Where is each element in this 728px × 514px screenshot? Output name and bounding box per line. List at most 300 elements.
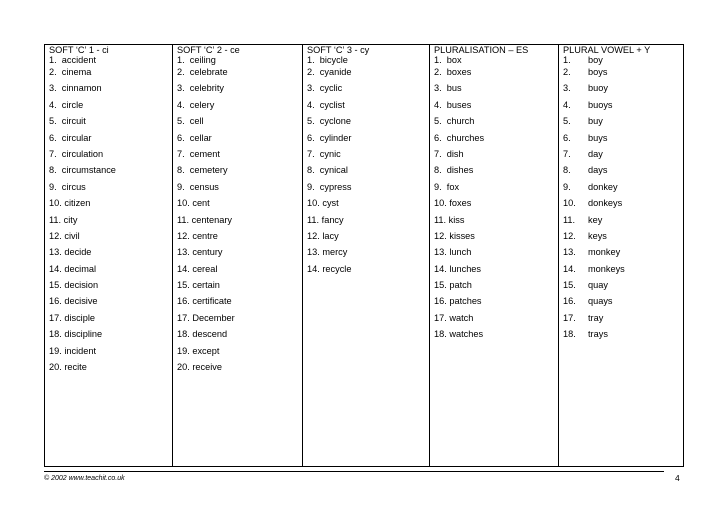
item-number: 10. [177, 198, 190, 209]
word: cinnamon [61, 83, 102, 94]
word: cinema [61, 67, 92, 77]
item-number: 2. [49, 67, 57, 77]
empty-cell [45, 378, 173, 467]
word: watches [449, 329, 484, 340]
word: quay [588, 280, 608, 291]
word: cellar [189, 132, 212, 143]
item-number: 18. [177, 329, 190, 340]
word: accident [61, 55, 97, 65]
word: cypress [319, 181, 352, 192]
word: receive [192, 362, 222, 373]
table-row [45, 149, 684, 165]
word: kisses [449, 230, 475, 241]
word-cell [559, 83, 684, 99]
word-cell [173, 296, 303, 312]
item-number: 12. [49, 230, 62, 241]
word: days [588, 165, 608, 176]
word-cell [45, 296, 173, 312]
word-cell [559, 215, 684, 231]
table-row [45, 133, 684, 149]
table-row [45, 55, 684, 67]
item-number: 9. [307, 181, 315, 192]
item-number: 10. [434, 198, 447, 209]
word-cell [430, 296, 559, 312]
item-number: 8. [49, 165, 57, 176]
table-row [45, 67, 684, 83]
empty-cell [430, 378, 559, 467]
word: decisive [64, 296, 98, 307]
table-row [45, 215, 684, 231]
word-cell [45, 198, 173, 214]
table-row [45, 264, 684, 280]
word-cell [430, 100, 559, 116]
word-cell [303, 198, 430, 214]
item-number: 7. [563, 148, 571, 159]
table-row [45, 247, 684, 263]
item-number: 1. [563, 55, 571, 65]
word: cyclist [319, 99, 345, 110]
item-number: 17. [434, 312, 447, 323]
item-number: 13. [307, 247, 320, 258]
word-cell [303, 247, 430, 263]
item-number: 12. [434, 230, 447, 241]
table-row [45, 296, 684, 312]
item-number: 8. [563, 165, 571, 176]
table-row [45, 116, 684, 132]
word-cell [303, 133, 430, 149]
table-row [45, 182, 684, 198]
word: lunches [449, 263, 482, 274]
item-number: 5. [434, 116, 442, 127]
column-header-soft-c-ci: SOFT ‘C’ 1 - ci [45, 45, 173, 56]
item-number: 1. [177, 55, 185, 65]
word-cell [430, 133, 559, 149]
word-cell [303, 329, 430, 345]
word: boy [588, 55, 603, 65]
word-cell [303, 346, 430, 362]
word-cell [45, 215, 173, 231]
item-number: 20. [49, 362, 62, 373]
item-number: 16. [434, 296, 447, 307]
word-cell [173, 329, 303, 345]
word-cell [430, 198, 559, 214]
word-cell [559, 280, 684, 296]
word: civil [64, 230, 80, 241]
table-row [45, 329, 684, 345]
word-cell [173, 67, 303, 83]
word-cell [559, 100, 684, 116]
item-number: 18. [434, 329, 447, 340]
item-number: 2. [563, 67, 571, 77]
word: dish [446, 148, 464, 159]
table-row [45, 280, 684, 296]
word: citizen [64, 198, 91, 209]
item-number: 9. [49, 181, 57, 192]
word: bus [446, 83, 462, 94]
word: boys [588, 67, 608, 77]
word: cement [189, 148, 220, 159]
word-cell [45, 83, 173, 99]
item-number: 7. [177, 148, 185, 159]
column-header-pluralisation-es: PLURALISATION – ES [430, 45, 559, 56]
word-cell [303, 55, 430, 67]
word-cell [173, 280, 303, 296]
item-number: 18. [563, 329, 576, 340]
item-number: 12. [563, 230, 576, 241]
item-number: 11. [563, 214, 576, 225]
word-cell [173, 83, 303, 99]
word-cell [173, 231, 303, 247]
empty-cell [303, 378, 430, 467]
word-cell [430, 182, 559, 198]
word-cell [559, 55, 684, 67]
word-cell [303, 100, 430, 116]
word: incident [64, 345, 97, 356]
word: centenary [191, 214, 233, 225]
word: tray [588, 312, 604, 323]
word: mercy [322, 247, 348, 258]
word-cell [430, 362, 559, 378]
word-cell [559, 231, 684, 247]
word-cell [173, 362, 303, 378]
word: quays [588, 296, 613, 307]
word-cell [430, 215, 559, 231]
item-number: 13. [49, 247, 62, 258]
word-cell [303, 149, 430, 165]
word-cell [173, 346, 303, 362]
item-number: 12. [307, 230, 320, 241]
word: fancy [321, 214, 344, 225]
word-cell [430, 247, 559, 263]
word-cell [303, 116, 430, 132]
word-cell [430, 231, 559, 247]
word-cell [430, 67, 559, 83]
item-number: 3. [177, 83, 185, 94]
word-cell [45, 329, 173, 345]
table-row [45, 198, 684, 214]
column-header-plural-vowel-y: PLURAL VOWEL + Y [559, 45, 684, 56]
word-cell [303, 296, 430, 312]
word: cynic [319, 148, 341, 159]
word-cell [45, 264, 173, 280]
word-cell [303, 182, 430, 198]
word-cell [430, 313, 559, 329]
word: donkey [588, 181, 618, 192]
item-number: 3. [563, 83, 571, 94]
word-cell [559, 264, 684, 280]
item-number: 8. [434, 165, 442, 176]
item-number: 5. [49, 116, 57, 127]
item-number: 8. [177, 165, 185, 176]
word-cell [559, 165, 684, 181]
empty-filler-row [45, 378, 684, 467]
item-number: 13. [177, 247, 190, 258]
item-number: 15. [49, 280, 62, 291]
item-number: 6. [434, 132, 442, 143]
word: buses [446, 99, 472, 110]
item-number: 17. [563, 312, 576, 323]
item-number: 4. [177, 99, 185, 110]
item-number: 19. [177, 345, 190, 356]
item-number: 14. [49, 263, 62, 274]
word-cell [45, 313, 173, 329]
item-number: 5. [177, 116, 185, 127]
item-number: 4. [563, 99, 571, 110]
word: except [192, 345, 220, 356]
word: buy [588, 116, 603, 127]
item-number: 1. [49, 55, 57, 65]
word-cell [173, 116, 303, 132]
word-cell [45, 231, 173, 247]
word: circumstance [61, 165, 116, 176]
word: circle [61, 99, 84, 110]
item-number: 14. [307, 263, 320, 274]
word-cell [430, 116, 559, 132]
word-cell [559, 149, 684, 165]
word-cell [430, 264, 559, 280]
word: celebrity [189, 83, 224, 94]
item-number: 7. [307, 148, 315, 159]
word: celebrate [189, 67, 228, 77]
item-number: 7. [434, 148, 442, 159]
word: circular [61, 132, 92, 143]
item-number: 15. [434, 280, 447, 291]
item-number: 14. [563, 263, 576, 274]
word: circuit [61, 116, 86, 127]
item-number: 16. [49, 296, 62, 307]
word-cell [303, 231, 430, 247]
word: certificate [192, 296, 232, 307]
item-number: 6. [563, 132, 571, 143]
word: boxes [446, 67, 472, 77]
word-cell [430, 55, 559, 67]
empty-cell [173, 378, 303, 467]
item-number: 4. [434, 99, 442, 110]
item-number: 12. [177, 230, 190, 241]
word: cereal [192, 263, 218, 274]
word: centre [192, 230, 218, 241]
word: day [588, 148, 603, 159]
item-number: 4. [49, 99, 57, 110]
word-cell [173, 313, 303, 329]
word: century [192, 247, 223, 258]
item-number: 11. [434, 214, 447, 225]
word-cell [430, 329, 559, 345]
word: patches [449, 296, 482, 307]
word: disciple [64, 312, 95, 323]
item-number: 11. [307, 214, 320, 225]
item-number: 17. [49, 312, 62, 323]
word-cell [559, 182, 684, 198]
word: churches [446, 132, 485, 143]
item-number: 14. [177, 263, 190, 274]
word: lacy [322, 230, 339, 241]
word: celery [189, 99, 215, 110]
item-number: 9. [177, 181, 185, 192]
word: church [446, 116, 475, 127]
word-cell [303, 264, 430, 280]
item-number: 6. [177, 132, 185, 143]
table-row [45, 83, 684, 99]
word-cell [173, 100, 303, 116]
word: buoys [588, 99, 613, 110]
item-number: 16. [177, 296, 190, 307]
item-number: 5. [563, 116, 571, 127]
item-number: 17. [177, 312, 190, 323]
word-cell [303, 215, 430, 231]
word-cell [430, 83, 559, 99]
word-cell [173, 264, 303, 280]
word: patch [449, 280, 472, 291]
word: box [446, 55, 462, 65]
word-cell [173, 149, 303, 165]
word: cynical [319, 165, 348, 176]
word: decision [64, 280, 99, 291]
table-row [45, 100, 684, 116]
item-number: 7. [49, 148, 57, 159]
word: certain [192, 280, 220, 291]
column-header-soft-c-ce: SOFT ‘C’ 2 - ce [173, 45, 303, 56]
word: fox [446, 181, 460, 192]
word: buys [588, 132, 608, 143]
word-cell [173, 198, 303, 214]
word: city [63, 214, 78, 225]
word: discipline [64, 329, 103, 340]
item-number: 3. [307, 83, 315, 94]
word-cell [45, 116, 173, 132]
word: buoy [588, 83, 608, 94]
word-cell [45, 55, 173, 67]
item-number: 3. [434, 83, 442, 94]
word-cell [45, 346, 173, 362]
footer-divider [44, 471, 664, 472]
word: bicycle [319, 55, 348, 65]
item-number: 15. [563, 280, 576, 291]
word: ceiling [189, 55, 216, 65]
item-number: 13. [563, 247, 576, 258]
word: cent [192, 198, 210, 209]
item-number: 19. [49, 345, 62, 356]
item-number: 10. [307, 198, 320, 209]
word-cell [45, 247, 173, 263]
copyright-notice: © 2002 www.teachit.co.uk [44, 475, 125, 482]
word-cell [559, 133, 684, 149]
word: cyst [322, 198, 339, 209]
word: donkeys [588, 198, 623, 209]
word-cell [45, 182, 173, 198]
word-cell [303, 362, 430, 378]
column-header-soft-c-cy: SOFT ‘C’ 3 - cy [303, 45, 430, 56]
item-number: 2. [307, 67, 315, 77]
item-number: 3. [49, 83, 57, 94]
word: cyclone [319, 116, 351, 127]
word-cell [559, 346, 684, 362]
word: census [189, 181, 219, 192]
item-number: 20. [177, 362, 190, 373]
word: circulation [61, 148, 104, 159]
word-cell [303, 83, 430, 99]
word-cell [45, 362, 173, 378]
word: foxes [449, 198, 472, 209]
word-cell [173, 215, 303, 231]
spelling-table [44, 44, 684, 467]
word-cell [559, 313, 684, 329]
word: recite [64, 362, 87, 373]
table-row [45, 313, 684, 329]
word: dishes [446, 165, 474, 176]
table-row [45, 165, 684, 181]
word: December [192, 312, 235, 323]
empty-cell [559, 378, 684, 467]
word-cell [559, 362, 684, 378]
word: descend [192, 329, 228, 340]
word: monkeys [588, 263, 625, 274]
word-cell [173, 133, 303, 149]
page-number: 4 [675, 473, 680, 483]
item-number: 4. [307, 99, 315, 110]
word-cell [45, 165, 173, 181]
word: cell [189, 116, 204, 127]
word-cell [45, 133, 173, 149]
word: cyanide [319, 67, 352, 77]
item-number: 10. [563, 198, 576, 209]
word: cyclic [319, 83, 343, 94]
word-cell [303, 165, 430, 181]
word: trays [588, 329, 608, 340]
item-number: 11. [177, 214, 190, 225]
item-number: 14. [434, 263, 447, 274]
word-cell [45, 280, 173, 296]
word-cell [173, 165, 303, 181]
word: kiss [448, 214, 465, 225]
word: circus [61, 181, 86, 192]
word: cemetery [189, 165, 228, 176]
header-row [45, 45, 684, 56]
word-cell [559, 67, 684, 83]
word-cell [303, 313, 430, 329]
word-cell [559, 116, 684, 132]
word: lunch [449, 247, 472, 258]
word-cell [173, 247, 303, 263]
word-cell [559, 329, 684, 345]
table-row [45, 231, 684, 247]
word-cell [559, 296, 684, 312]
word: watch [449, 312, 474, 323]
item-number: 8. [307, 165, 315, 176]
item-number: 11. [49, 214, 62, 225]
item-number: 5. [307, 116, 315, 127]
word-cell [430, 346, 559, 362]
word: cylinder [319, 132, 352, 143]
item-number: 6. [307, 132, 315, 143]
word: recycle [322, 263, 352, 274]
word-cell [303, 67, 430, 83]
word-cell [559, 198, 684, 214]
item-number: 15. [177, 280, 190, 291]
word-cell [559, 247, 684, 263]
word-cell [45, 100, 173, 116]
word-cell [173, 55, 303, 67]
item-number: 10. [49, 198, 62, 209]
word: key [588, 214, 603, 225]
word-cell [430, 165, 559, 181]
item-number: 6. [49, 132, 57, 143]
table-row [45, 346, 684, 362]
item-number: 13. [434, 247, 447, 258]
word-cell [430, 280, 559, 296]
item-number: 16. [563, 296, 576, 307]
item-number: 18. [49, 329, 62, 340]
